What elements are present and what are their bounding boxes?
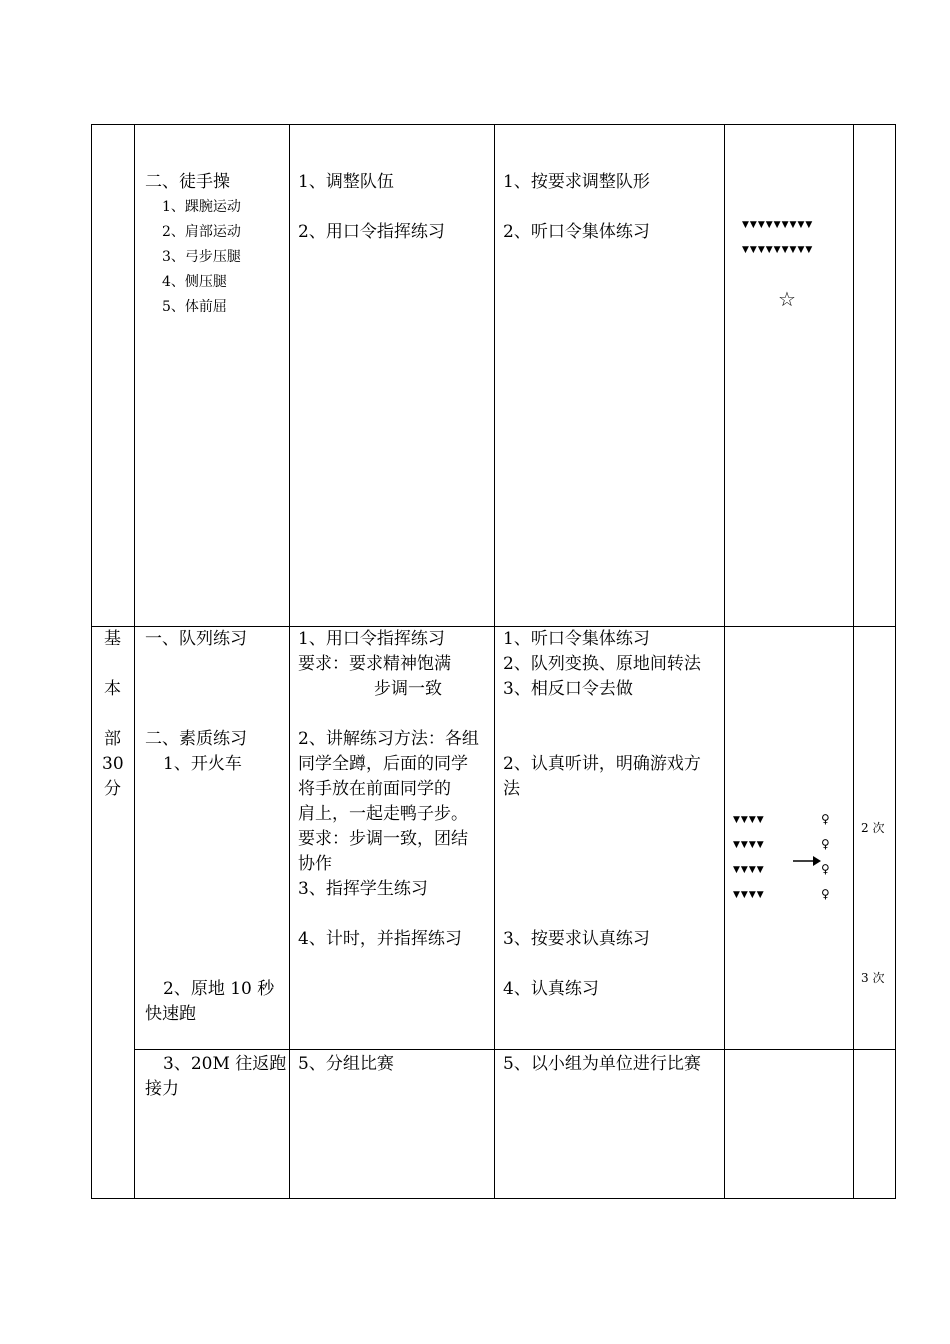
teacher-activity: 5、分组比赛	[298, 1054, 394, 1074]
repetition-count: 3 次	[861, 971, 885, 985]
student-activity: 2、队列变换、原地间转法	[503, 654, 701, 674]
student-activity: 4、认真练习	[503, 979, 599, 999]
content-item: 2、原地 10 秒	[163, 979, 275, 999]
content-item: 一、队列练习	[145, 629, 247, 649]
teacher-activity: 3、指挥学生练习	[298, 879, 428, 899]
student-activity: 法	[503, 779, 520, 799]
teacher-activity: 步调一致	[374, 679, 442, 699]
teacher-activity: 要求：步调一致，团结	[298, 829, 468, 849]
repetition-count: 2 次	[861, 821, 885, 835]
content-item: 1、开火车	[163, 754, 242, 774]
content-item: 3、20M 往返跑	[163, 1054, 287, 1074]
arrow-right-icon	[792, 855, 822, 867]
exercise-heading: 二、徒手操	[145, 172, 230, 192]
teacher-activity: 2、讲解练习方法：各组	[298, 729, 479, 749]
female-icon: ♀	[821, 887, 830, 901]
column-divider	[289, 125, 290, 1198]
column-divider	[853, 125, 854, 1198]
teacher-activity: 1、用口令指挥练习	[298, 629, 445, 649]
exercise-item: 4、侧压腿	[162, 274, 227, 290]
teacher-star-icon: ☆	[778, 287, 796, 311]
column-divider	[494, 125, 495, 1198]
female-icon: ♀	[821, 812, 830, 826]
student-activity: 2、听口令集体练习	[503, 222, 650, 242]
teacher-activity: 协作	[298, 854, 332, 874]
exercise-item: 1、踝腕运动	[162, 199, 241, 215]
part-label-char: 基	[104, 629, 121, 649]
part-label-char: 分	[104, 779, 121, 799]
content-item: 接力	[145, 1079, 179, 1099]
student-group-row: ▼▼▼▼	[733, 815, 765, 825]
student-formation-row: ▼▼▼▼▼▼▼▼▼	[742, 245, 814, 255]
exercise-item: 2、肩部运动	[162, 224, 241, 240]
teacher-activity: 要求：要求精神饱满	[298, 654, 451, 674]
content-item: 快速跑	[145, 1004, 196, 1024]
student-activity: 5、以小组为单位进行比赛	[503, 1054, 701, 1074]
student-activity: 3、相反口令去做	[503, 679, 633, 699]
student-activity: 1、听口令集体练习	[503, 629, 650, 649]
student-formation-row: ▼▼▼▼▼▼▼▼▼	[742, 220, 814, 230]
part-label-char: 部	[104, 729, 121, 749]
student-activity: 3、按要求认真练习	[503, 929, 650, 949]
row-divider	[134, 1049, 895, 1050]
exercise-item: 5、体前屈	[162, 299, 227, 315]
female-icon: ♀	[821, 862, 830, 876]
teacher-activity: 4、计时，并指挥练习	[298, 929, 462, 949]
teacher-activity: 1、调整队伍	[298, 172, 394, 192]
teacher-activity: 2、用口令指挥练习	[298, 222, 445, 242]
student-group-row: ▼▼▼▼	[733, 890, 765, 900]
teacher-activity: 肩上，一起走鸭子步。	[298, 804, 468, 824]
student-group-row: ▼▼▼▼	[733, 865, 765, 875]
part-label-char: 本	[104, 679, 121, 699]
column-divider	[134, 125, 135, 1198]
student-activity: 2、认真听讲，明确游戏方	[503, 754, 701, 774]
teacher-activity: 将手放在前面同学的	[298, 779, 451, 799]
student-group-row: ▼▼▼▼	[733, 840, 765, 850]
part-label-time: 30	[102, 754, 124, 774]
exercise-item: 3、弓步压腿	[162, 249, 241, 265]
teacher-activity: 同学全蹲，后面的同学	[298, 754, 468, 774]
student-activity: 1、按要求调整队形	[503, 172, 650, 192]
content-item: 二、素质练习	[145, 729, 247, 749]
female-icon: ♀	[821, 837, 830, 851]
column-divider	[724, 125, 725, 1198]
